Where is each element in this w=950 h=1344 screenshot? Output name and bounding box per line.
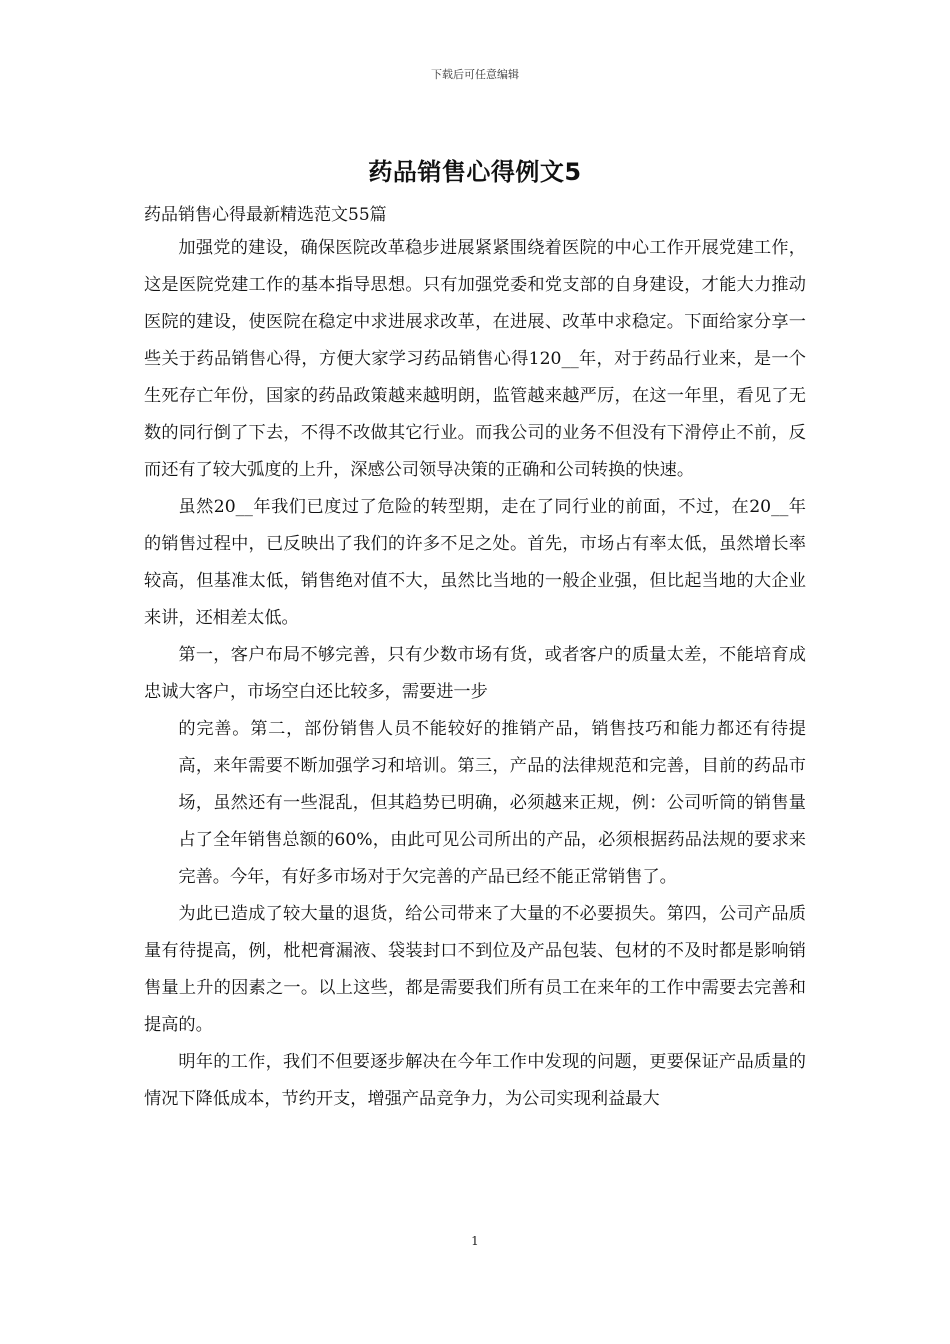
header-note: 下载后可任意编辑 xyxy=(431,68,519,81)
paragraph-4: 的完善。第二，部份销售人员不能较好的推销产品，销售技巧和能力都还有待提高，来年需要不断加强学习和培训。第三，产品的法律规范和完善，目前的药品市场，虽然还有一些混乱，但其趋势已明确，必须越来正规，例：公司听筒的销售量占了全年销售总额的60%，由此可见公司所出的产品，必须根据药品法规的要求来完善。今年，有好多市场对于欠完善的产品已经不能正常销售了。 xyxy=(178,719,806,887)
paragraph-6: 明年的工作，我们不但要逐步解决在今年工作中发现的问题，更要保证产品质量的情况下降低成本，节约开支，增强产品竞争力，为公司实现利益最大 xyxy=(144,1052,806,1109)
document-body xyxy=(144,230,806,1118)
paragraph-2: 虽然20__年我们已度过了危险的转型期，走在了同行业的前面，不过，在20__年的销售过程中，已反映出了我们的许多不足之处。首先，市场占有率太低，虽然增长率较高，但基准太低，销售绝对值不大，虽然比当地的一般企业强，但比起当地的大企业来讲，还相差太低。 xyxy=(144,497,806,628)
document-subtitle: 药品销售心得最新精选范文55篇 xyxy=(144,205,387,225)
document-title: 药品销售心得例文5 xyxy=(368,158,582,186)
paragraph-3: 第一，客户布局不够完善，只有少数市场有货，或者客户的质量太差，不能培育成忠诚大客户，市场空白还比较多，需要进一步 xyxy=(144,645,806,702)
paragraph-5: 为此已造成了较大量的退货，给公司带来了大量的不必要损失。第四，公司产品质量有待提高，例，枇杷膏漏液、袋装封口不到位及产品包装、包材的不及时都是影响销售量上升的因素之一。以上这些，都是需要我们所有员工在来年的工作中需要去完善和提高的。 xyxy=(144,904,806,1035)
page-number: 1 xyxy=(471,1234,479,1248)
paragraph-1: 加强党的建设，确保医院改革稳步进展紧紧围绕着医院的中心工作开展党建工作，这是医院党建工作的基本指导思想。只有加强党委和党支部的自身建设，才能大力推动医院的建设，使医院在稳定中求进展求改革，在进展、改革中求稳定。下面给家分享一些关于药品销售心得，方便大家学习药品销售心得120__年，对于药品行业来，是一个生死存亡年份，国家的药品政策越来越明朗，监管越来越严厉，在这一年里，看见了无数的同行倒了下去，不得不改做其它行业。而我公司的业务不但没有下滑停止不前，反而还有了较大弧度的上升，深感公司领导决策的正确和公司转换的快速。 xyxy=(144,238,806,480)
